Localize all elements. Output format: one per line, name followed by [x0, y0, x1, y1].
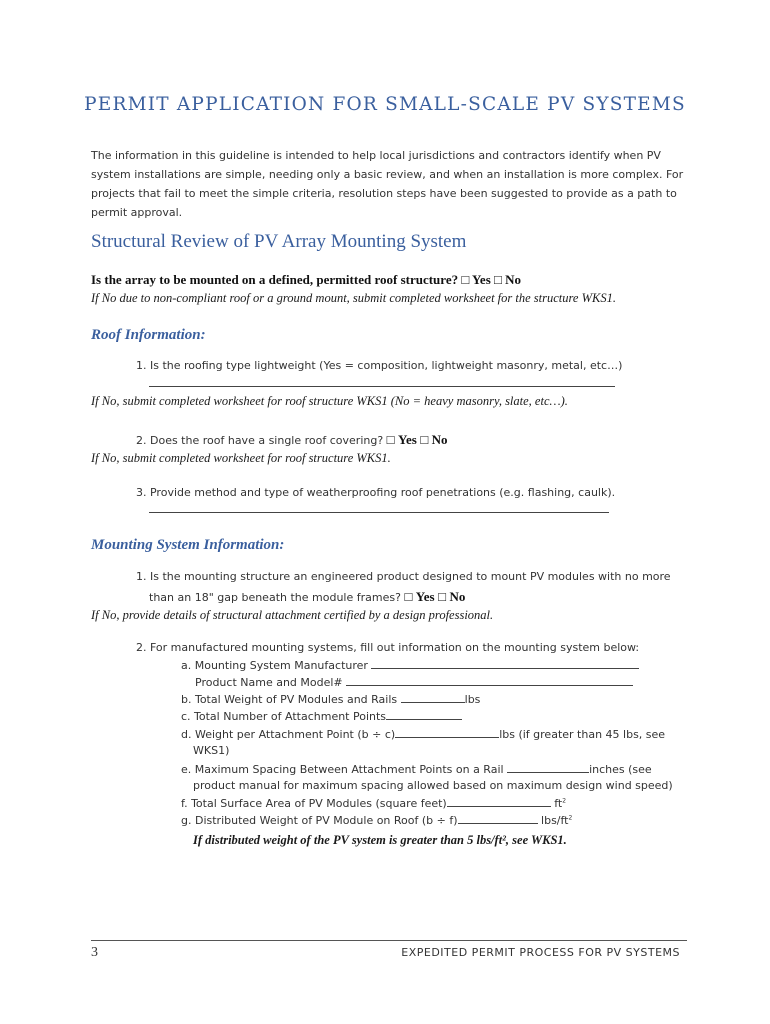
item-d: [181, 727, 665, 741]
manufacturer-field[interactable]: [371, 658, 639, 669]
weight-per-point-field[interactable]: [395, 727, 499, 738]
yes-checkbox[interactable]: □: [461, 272, 470, 287]
mounting-system-heading: Mounting System Information:: [91, 537, 285, 553]
distributed-weight-note: If distributed weight of the PV system is greater than 5 lbs/ft², see WKS1.: [193, 833, 567, 847]
roof-no-label: No: [431, 432, 448, 447]
item-a2: [195, 675, 633, 689]
roof-question-2-note: If No, submit completed worksheet for roof structure WKS1.: [91, 451, 391, 465]
item-e-unit: inches (see: [589, 763, 652, 776]
mount-yes-label: Yes: [415, 589, 435, 604]
total-weight-field[interactable]: [401, 692, 465, 703]
mount-no-checkbox[interactable]: □: [438, 589, 446, 604]
roof-type-answer-line[interactable]: [149, 386, 615, 387]
item-e: [181, 762, 652, 776]
item-a2-label: Product Name and Model#: [195, 676, 343, 689]
weatherproofing-answer-line[interactable]: [149, 512, 609, 513]
roof-question-1-note: If No, submit completed worksheet for roof structure WKS1 (No = heavy masonry, slate, etc…).: [91, 394, 568, 408]
roof-no-checkbox[interactable]: □: [420, 432, 429, 447]
footer-title: EXPEDITED PERMIT PROCESS FOR PV SYSTEMS: [401, 946, 680, 959]
item-f-label: f. Total Surface Area of PV Modules (square feet): [181, 797, 447, 810]
roof-question-1: 1. Is the roofing type lightweight (Yes = composition, lightweight masonry, metal, etc…): [136, 359, 623, 372]
roof-question-2: [136, 432, 448, 448]
item-d-label: d. Weight per Attachment Point (b ÷ c): [181, 728, 396, 741]
footer-divider: [91, 940, 687, 941]
item-g-sup: 2: [568, 814, 573, 822]
mounting-question-1-text: than an 18" gap beneath the module frames?: [149, 591, 401, 604]
no-checkbox[interactable]: □: [494, 272, 502, 287]
item-e-cont: product manual for maximum spacing allowed based on maximum design wind speed): [193, 779, 673, 792]
mounting-question-1-note: If No, provide details of structural attachment certified by a design professional.: [91, 608, 494, 622]
item-f-sup: 2: [562, 797, 567, 805]
attachment-points-field[interactable]: [386, 709, 462, 720]
item-a: [181, 658, 639, 672]
intro-paragraph: The information in this guideline is intended to help local jurisdictions and contractors identify when PV system installations are simple, needing only a basic review, and when an installation is more complex. For projects that fail to meet the simple criteria, resolution steps have been suggested to provide as a path to permit approval.: [91, 149, 684, 219]
roof-structure-question-text: Is the array to be mounted on a defined, permitted roof structure?: [91, 272, 459, 287]
item-a-label: a. Mounting System Manufacturer: [181, 659, 368, 672]
roof-question-3: 3. Provide method and type of weatherproofing roof penetrations (e.g. flashing, caulk).: [136, 486, 616, 499]
item-g-label: g. Distributed Weight of PV Module on Roof (b ÷ f): [181, 814, 458, 827]
max-spacing-field[interactable]: [507, 762, 589, 773]
item-g: [181, 813, 572, 827]
mount-no-label: No: [449, 589, 466, 604]
roof-information-heading: Roof Information:: [91, 327, 206, 343]
item-e-label: e. Maximum Spacing Between Attachment Points on a Rail: [181, 763, 504, 776]
item-d-unit: lbs (if greater than 45 lbs, see: [499, 728, 666, 741]
mount-yes-checkbox[interactable]: □: [404, 589, 413, 604]
page-number: 3: [91, 945, 98, 960]
no-label: No: [505, 272, 522, 287]
yes-label: Yes: [471, 272, 491, 287]
item-b-label: b. Total Weight of PV Modules and Rails: [181, 693, 398, 706]
mounting-question-2: 2. For manufactured mounting systems, fill out information on the mounting system below:: [136, 641, 640, 654]
roof-structure-question: [91, 272, 521, 288]
item-c: [181, 709, 462, 723]
page-title: PERMIT APPLICATION FOR SMALL-SCALE PV SYSTEMS: [84, 94, 686, 115]
distributed-weight-field[interactable]: [458, 813, 538, 824]
item-g-unit: lbs/ft: [541, 814, 569, 827]
roof-yes-label: Yes: [398, 432, 417, 447]
roof-yes-checkbox[interactable]: □: [386, 432, 395, 447]
item-f: [181, 796, 566, 810]
item-d-cont: WKS1): [193, 744, 230, 757]
surface-area-field[interactable]: [447, 796, 551, 807]
mounting-question-1-line1: 1. Is the mounting structure an engineered product designed to mount PV modules with no more: [136, 570, 671, 583]
item-b: [181, 692, 480, 706]
product-model-field[interactable]: [346, 675, 633, 686]
roof-question-2-text: 2. Does the roof have a single roof covering?: [136, 434, 384, 447]
structure-note: If No due to non-compliant roof or a ground mount, submit completed worksheet for the structure WKS1.: [91, 291, 616, 305]
mounting-question-1-line2: [149, 589, 465, 605]
item-b-unit: lbs: [464, 693, 481, 706]
structural-review-heading: Structural Review of PV Array Mounting System: [91, 231, 467, 252]
item-c-label: c. Total Number of Attachment Points: [181, 710, 387, 723]
item-f-unit: ft: [554, 797, 563, 810]
